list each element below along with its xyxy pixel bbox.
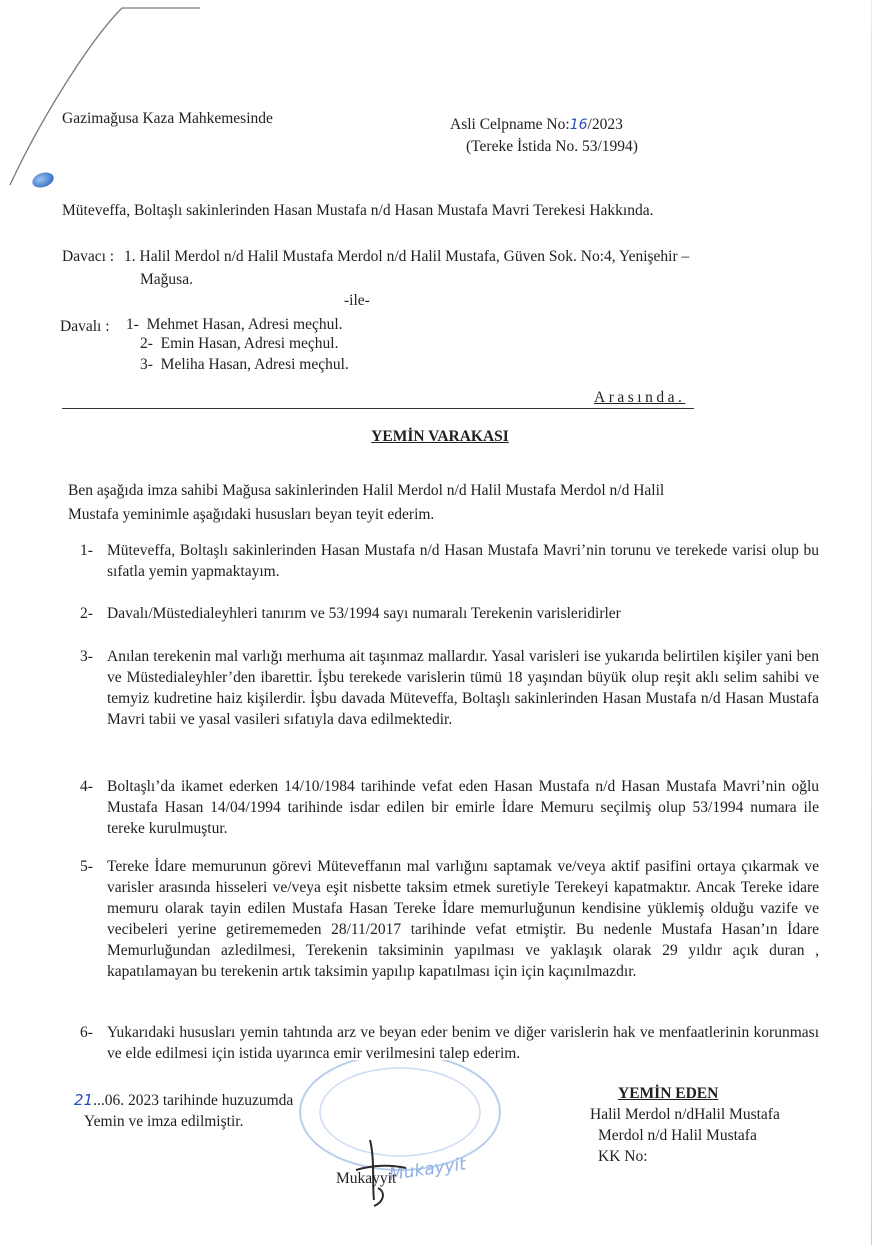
handwritten-day: 21 xyxy=(74,1091,94,1109)
defendant-num: 1- xyxy=(126,316,139,333)
arasinda: Arasında. xyxy=(594,389,686,406)
signatory-id: KK No: xyxy=(598,1148,648,1165)
defendant-text: Mehmet Hasan, Adresi meçhul. xyxy=(146,316,343,333)
signatory-heading: YEMİN EDEN xyxy=(618,1085,719,1102)
separator-line xyxy=(62,408,694,409)
defendants-label: Davalı : xyxy=(60,318,110,335)
plaintiff-line-1: 1. Halil Merdol n/d Halil Mustafa Merdol n/d Halil Mustafa, Güven Sok. No:4, Yenişehir – xyxy=(124,248,690,265)
date-line-text: ...06. 2023 tarihinde huzuzumda xyxy=(93,1092,294,1109)
defendant-2 xyxy=(140,335,338,353)
subject-line: Müteveffa, Boltaşlı sakinlerinden Hasan Mustafa n/d Hasan Mustafa Mavri Terekesi Hakkında. xyxy=(62,202,654,219)
item-text: Anılan terekenin mal varlığı merhuma ait taşınmaz mallardır. Yasal varisleri ise yukarıda belirtilen kişiler yani ben ve Müstedialeyhler’den ibarettir. İşbu terekede varislerin tümü 18 yaşından büyük olup reşit aklı selim sahibi ve temyiz kudretine haiz kişilerdir. İşbu davada Müteveffa, Boltaşlı sakinlerinden Hasan Mustafa n/d Hasan Mustafa Mavri tabii ve yasal vasileri sıfatıyla dava edilmektedir. xyxy=(107,648,819,728)
defendant-1 xyxy=(126,316,343,334)
item-text: Davalı/Müstedialeyhleri tanırım ve 53/1994 sayı numaralı Terekenin varisleridirler xyxy=(107,605,621,622)
document-title: YEMİN VARAKASI xyxy=(371,428,509,445)
defendant-text: Emin Hasan, Adresi meçhul. xyxy=(160,335,339,352)
case-handwritten-number: 16 xyxy=(569,117,588,133)
defendant-text: Meliha Hasan, Adresi meçhul. xyxy=(160,356,349,373)
scan-fold-mark xyxy=(0,0,200,200)
item-text: Tereke İdare memurunun görevi Müteveffanın mal varlığını saptamak ve/veya aktif pasifini ortaya çıkarmak ve varisler arasında hisseleri ve/veya eşit nisbette taksim etmek suretiyle Terekeyi kapatmaktır. Ancak Tereke idare memuru olarak tayin edilen Mustafa Hasan Tereke İdare memurluğunun kendisine yüklemiş olduğu vazife ve vecibeleri yerine getirememeden 28/11/2017 tarihinde vefat etmiştir. Bu nedenle Mustafa Hasan’ın İdare Memurluğundan azledilmesi, Terekenin taksiminin yapılması ve yaklaşık olarak 29 yıldır açık duran , kapatılamayan bu terekenin artık taksimin yapılıp kapatılması için için kaçınılmazdır. xyxy=(107,858,819,980)
intro-line-2: Mustafa yeminimle aşağıdaki hususları beyan teyit ederim. xyxy=(68,506,435,523)
item-number: 4- xyxy=(80,778,93,795)
signatory-line-2: Merdol n/d Halil Mustafa xyxy=(598,1127,757,1144)
sworn-line: Yemin ve imza edilmiştir. xyxy=(84,1113,244,1130)
item-number: 3- xyxy=(80,648,93,665)
mukayyit-label: Mukayyit xyxy=(336,1170,397,1187)
item-text: Müteveffa, Boltaşlı sakinlerinden Hasan Mustafa n/d Hasan Mustafa Mavri’nin torunu ve terekede varisi olup bu sıfatla yemin yapmaktayım. xyxy=(107,542,819,580)
signatory-block xyxy=(590,1083,780,1167)
ile-separator: -ile- xyxy=(344,292,370,309)
court-name: Gazimağusa Kaza Mahkemesinde xyxy=(62,110,273,127)
item-number: 6- xyxy=(80,1024,93,1041)
item-text: Yukarıdaki hususları yemin tahtında arz ve beyan eder benim ve diğer varislerin hak ve menfaatlerinin korunması ve elde edilmesi için istida uyarınca emir verilmesini talep ederim. xyxy=(107,1024,819,1062)
defendant-num: 3- xyxy=(140,356,153,373)
stamp-lettering: Mukayyit xyxy=(387,1154,468,1185)
plaintiff-line-2: Mağusa. xyxy=(140,271,193,288)
scan-edge xyxy=(871,0,872,1245)
signatory-line-1: Halil Merdol n/dHalil Mustafa xyxy=(590,1106,780,1123)
defendant-3 xyxy=(140,356,349,374)
case-suffix: /2023 xyxy=(587,116,623,133)
item-number: 5- xyxy=(80,858,93,875)
item-text: Boltaşlı’da ikamet ederken 14/10/1984 tarihinde vefat eden Hasan Mustafa n/d Hasan Mustafa Mavri’nin oğlu Mustafa Hasan 14/04/1994 tarihinde isdar edilen bir emirle İdare Memuru seçilmiş olup 53/1994 numara ile tereke kurulmuştur. xyxy=(107,778,819,837)
defendant-num: 2- xyxy=(140,335,153,352)
item-number: 2- xyxy=(80,605,93,622)
case-number xyxy=(450,116,623,134)
case-prefix: Asli Celpname No: xyxy=(450,116,570,133)
plaintiff-label: Davacı : xyxy=(62,248,115,265)
intro-line-1: Ben aşağıda imza sahibi Mağusa sakinlerinden Halil Merdol n/d Halil Mustafa Merdol n/d Halil xyxy=(68,482,665,499)
item-number: 1- xyxy=(80,542,93,559)
tereke-ref: (Tereke İstida No. 53/1994) xyxy=(466,138,638,155)
